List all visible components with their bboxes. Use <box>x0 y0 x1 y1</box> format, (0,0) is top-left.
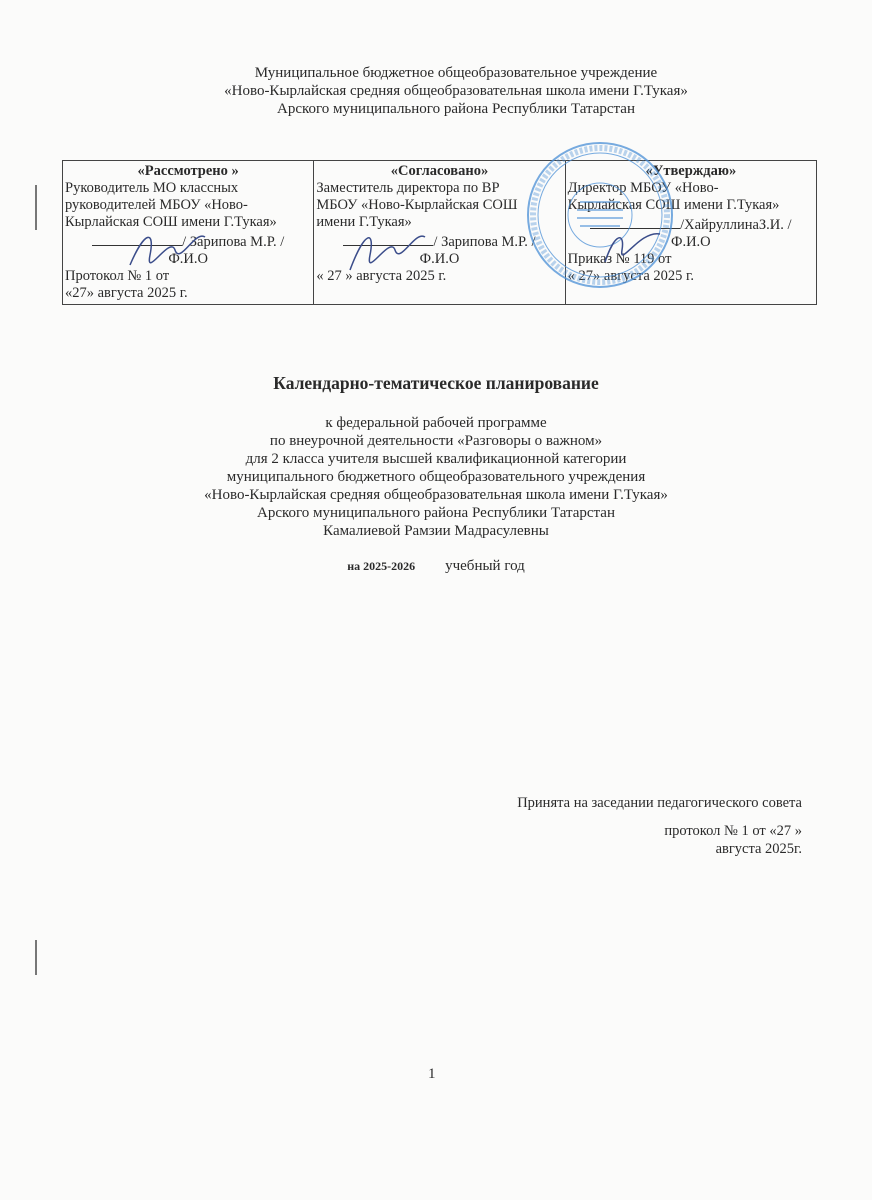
approval-line: МБОУ «Ново-Кырлайская СОШ <box>316 197 518 213</box>
approval-line: Кырлайская СОШ имени Г.Тукая» <box>567 197 780 213</box>
fio-label: Ф.И.О <box>419 251 460 267</box>
approval-line: Директор МБОУ «Ново- <box>567 180 719 196</box>
school-header <box>20 64 872 118</box>
adopted-note: Принята на заседании педагогического совета <box>517 795 802 811</box>
approval-date: « 27» августа 2025 г. <box>567 268 694 284</box>
signature-icon <box>125 225 215 275</box>
year-suffix: учебный год <box>445 558 525 574</box>
header-line: Муниципальное бюджетное общеобразовательное учреждение <box>254 65 658 81</box>
subtitle-line: к федеральной рабочей программе <box>325 415 547 431</box>
approval-heading: «Согласовано» <box>390 163 489 179</box>
approval-heading: «Рассмотрено » <box>137 163 239 179</box>
approval-line: руководителей МБОУ «Ново- <box>65 197 248 213</box>
order-number: Приказ № 119 от <box>567 251 672 267</box>
subtitle-line: по внеурочной деятельности «Разговоры о важном» <box>269 433 603 449</box>
approval-line: имени Г.Тукая» <box>316 214 412 230</box>
fio-label: Ф.И.О <box>671 234 711 250</box>
subtitle-line: Камалиевой Рамзии Мадрасулевны <box>323 523 549 539</box>
header-line: Арского муниципального района Республики Татарстан <box>276 101 635 117</box>
approval-date: « 27 » августа 2025 г. <box>316 268 447 284</box>
scan-mark <box>35 185 37 230</box>
approval-line: Руководитель МО классных <box>65 180 239 196</box>
document-subtitle <box>0 414 872 540</box>
subtitle-line: Арского муниципального района Республики Татарстан <box>256 505 615 521</box>
approval-date: «27» августа 2025 г. <box>65 285 188 301</box>
academic-year <box>0 557 872 575</box>
signer-name: / Зарипова М.Р. / <box>182 234 285 250</box>
subtitle-line: для 2 класса учителя высшей квалификационной категории <box>245 451 627 467</box>
header-line: «Ново-Кырлайская средняя общеобразовательная школа имени Г.Тукая» <box>224 83 688 99</box>
scan-mark <box>35 940 37 975</box>
signature-icon <box>345 225 435 275</box>
signer-name: /ХайруллинаЗ.И. / <box>680 217 792 233</box>
adopted-date: августа 2025г. <box>715 841 802 857</box>
year-range: на 2025-2026 <box>347 559 416 573</box>
adopted-protocol: протокол № 1 от «27 » <box>664 823 802 839</box>
signer-name: / Зарипова М.Р. / <box>433 234 536 250</box>
fio-label: Ф.И.О <box>168 251 208 267</box>
protocol-number: Протокол № 1 от <box>65 268 170 284</box>
subtitle-line: муниципального бюджетного общеобразовательного учреждения <box>226 469 646 485</box>
signature-icon <box>600 222 670 272</box>
subtitle-line: «Ново-Кырлайская средняя общеобразовательная школа имени Г.Тукая» <box>204 487 668 503</box>
approval-line: Кырлайская СОШ имени Г.Тукая» <box>65 214 277 230</box>
document-title: Календарно-тематическое планирование <box>273 373 599 393</box>
page-number: 1 <box>428 1066 436 1082</box>
approval-line: Заместитель директора по ВР <box>316 180 500 196</box>
approval-heading: «Утверждаю» <box>645 163 737 179</box>
